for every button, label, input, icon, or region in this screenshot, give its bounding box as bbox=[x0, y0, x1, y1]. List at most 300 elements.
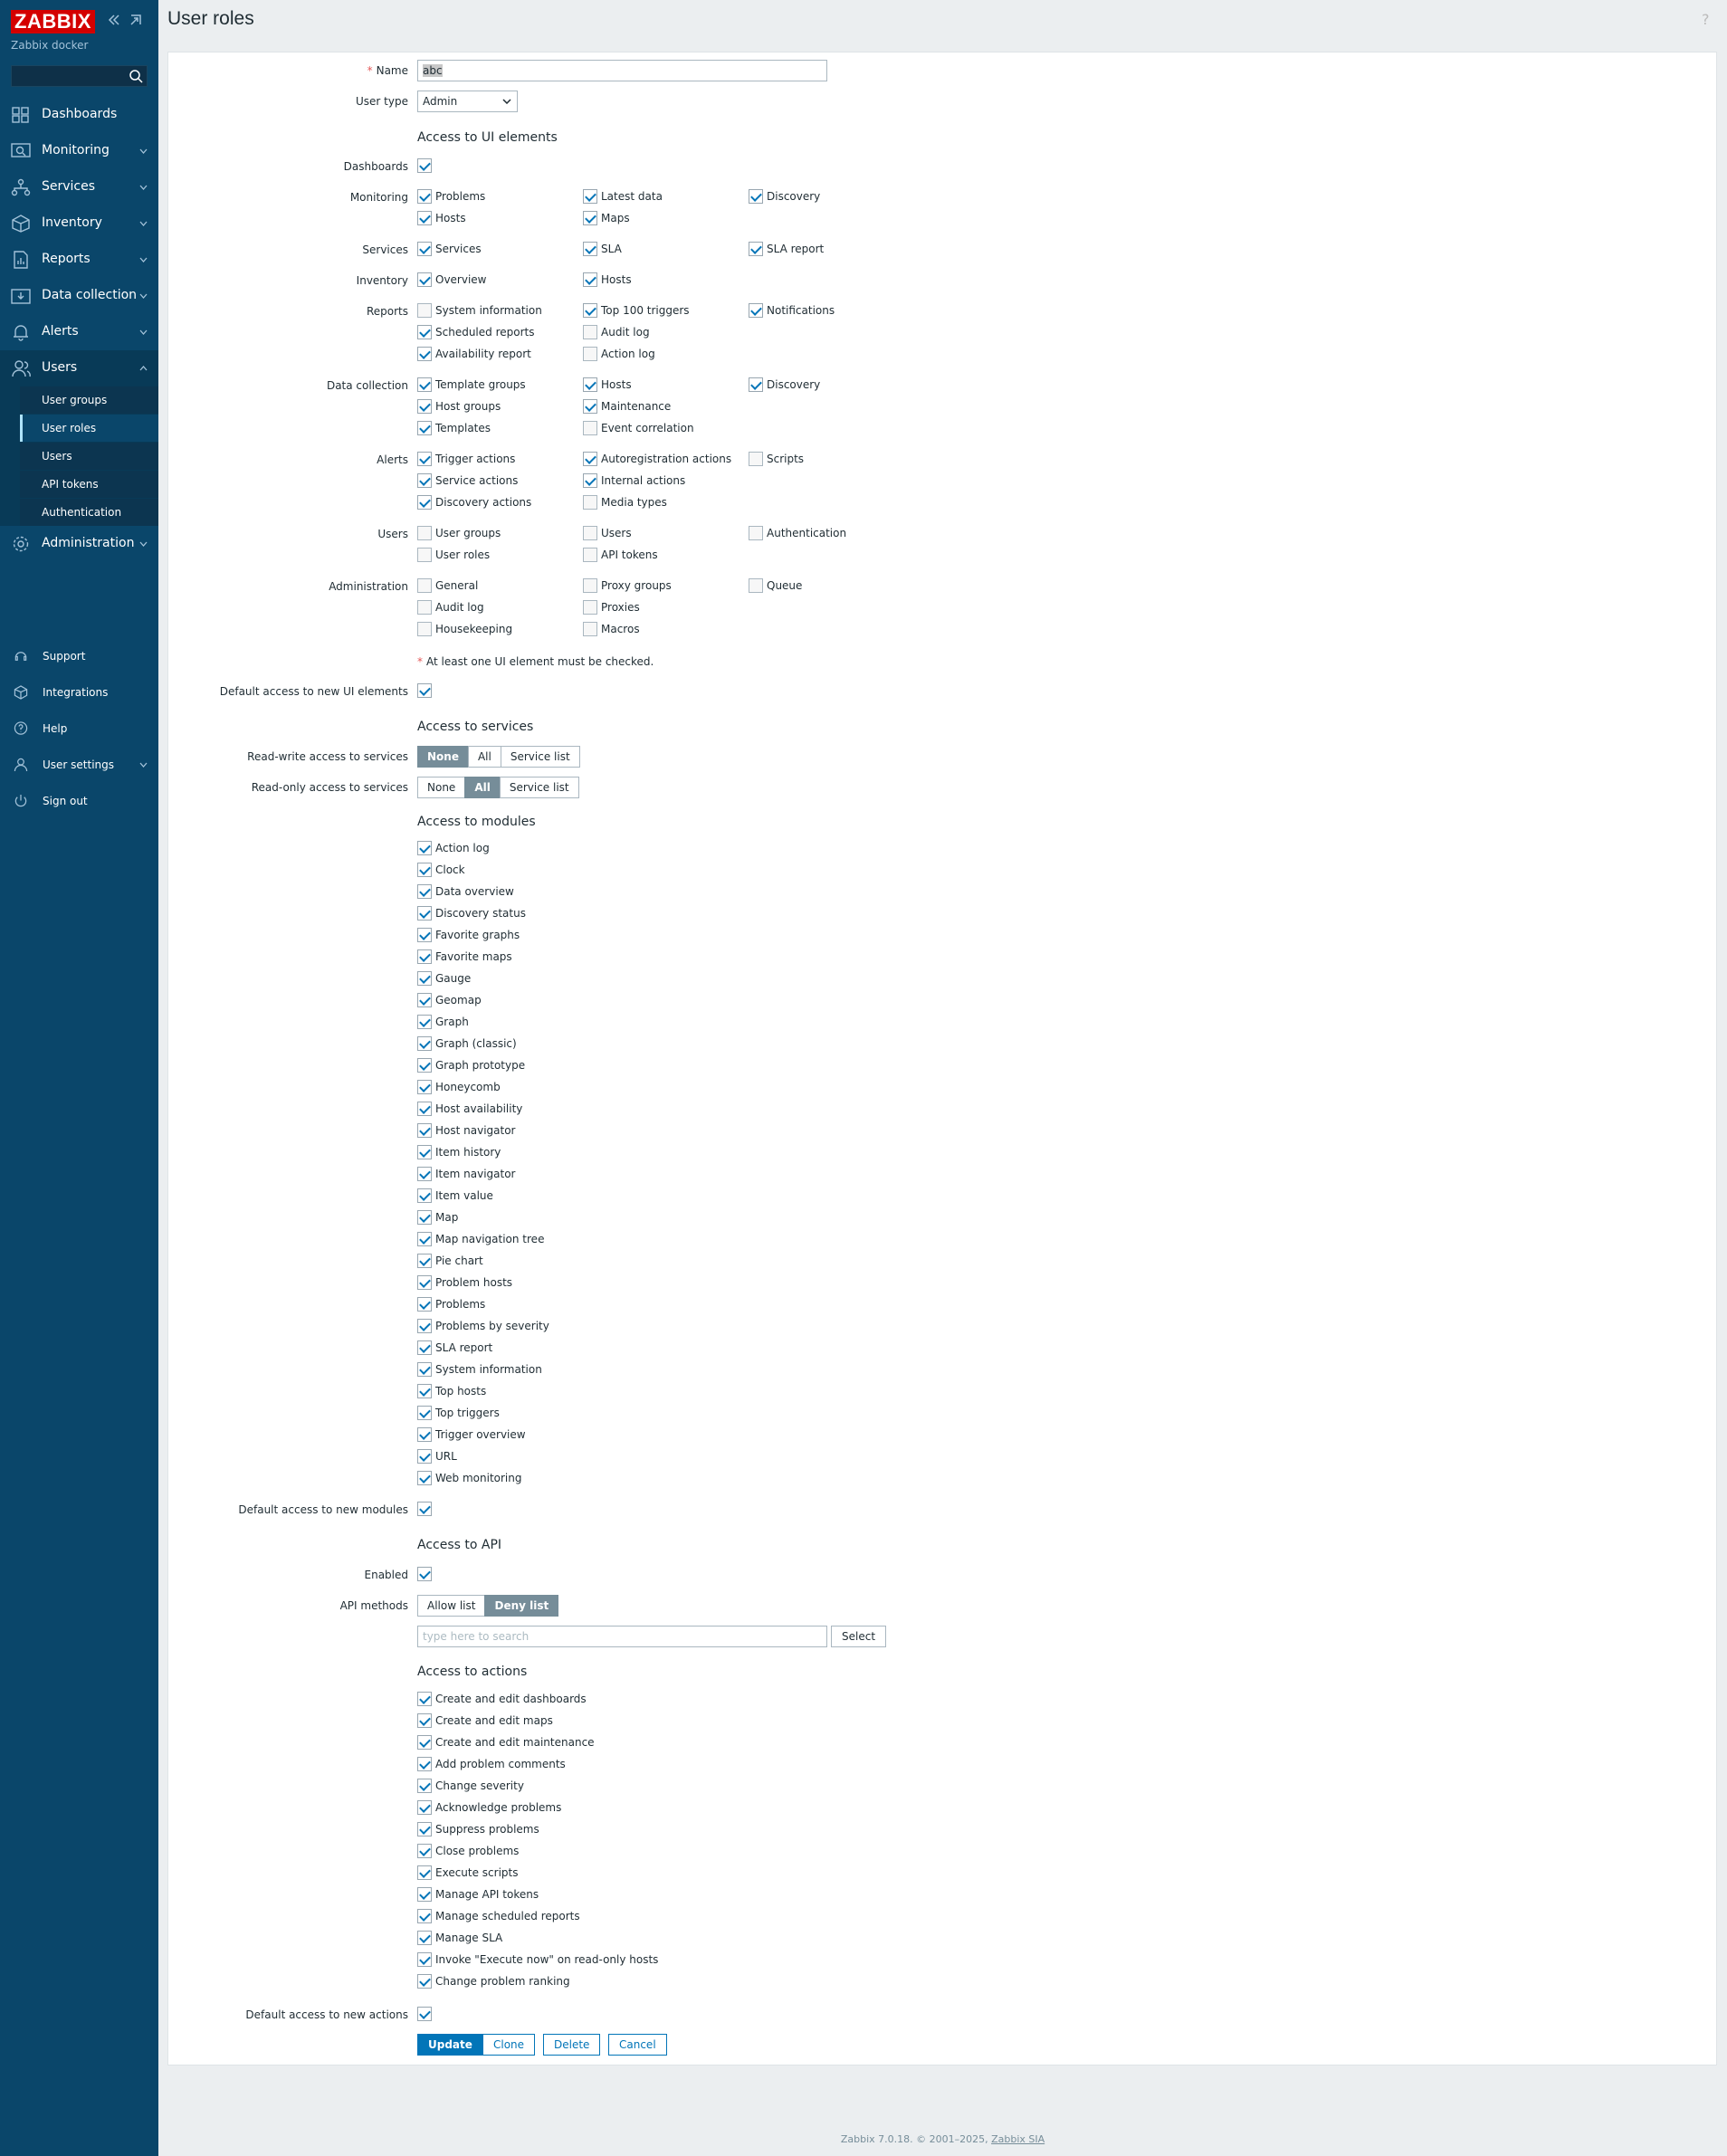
seg-option-all[interactable]: All bbox=[464, 777, 501, 798]
action-cb-change-problem-ranking-label: Change problem ranking bbox=[435, 1975, 570, 1988]
action-cb-add-problem-comments-box[interactable] bbox=[417, 1757, 432, 1771]
module-cb-host-navigator-label: Host navigator bbox=[435, 1124, 516, 1137]
ui-cb-administration-housekeeping[interactable] bbox=[417, 622, 512, 636]
ui-cb-services-sla-box[interactable] bbox=[583, 242, 597, 256]
module-cb-favorite-maps-box[interactable] bbox=[417, 949, 432, 964]
action-cb-change-problem-ranking[interactable] bbox=[417, 1974, 570, 1989]
nav-item-services[interactable] bbox=[0, 169, 158, 205]
module-cb-trigger-overview-label: Trigger overview bbox=[435, 1428, 526, 1441]
ui-cb-services-sla[interactable] bbox=[583, 242, 622, 256]
module-cb-web-monitoring[interactable] bbox=[417, 1471, 521, 1485]
cancel-button[interactable]: Cancel bbox=[608, 2034, 667, 2056]
module-cb-host-availability[interactable] bbox=[417, 1102, 522, 1116]
module-cb-system-information-box[interactable] bbox=[417, 1362, 432, 1377]
section-ui-elements: Access to UI elements bbox=[417, 130, 558, 145]
module-cb-sla-report[interactable] bbox=[417, 1340, 492, 1355]
ui-cb-inventory-overview-box[interactable] bbox=[417, 272, 432, 287]
module-cb-graph-prototype-box[interactable] bbox=[417, 1058, 432, 1073]
action-cb-execute-scripts-box[interactable] bbox=[417, 1865, 432, 1880]
default-ui-checkbox-box[interactable] bbox=[417, 683, 432, 698]
module-cb-top-triggers[interactable] bbox=[417, 1406, 500, 1420]
action-cb-close-problems[interactable] bbox=[417, 1844, 519, 1858]
ui-cb-data-collection-discovery[interactable] bbox=[749, 377, 820, 392]
support-icon bbox=[13, 649, 29, 663]
module-cb-url-box[interactable] bbox=[417, 1449, 432, 1464]
chevron-down-icon bbox=[139, 329, 148, 336]
seg-option-none[interactable]: None bbox=[417, 746, 469, 768]
ui-cb-administration-proxy-groups-box[interactable] bbox=[583, 578, 597, 593]
module-cb-item-value[interactable] bbox=[417, 1188, 493, 1203]
ui-cb-monitoring-latest-data-box[interactable] bbox=[583, 189, 597, 204]
ui-cb-monitoring-latest-data[interactable] bbox=[583, 189, 663, 204]
ro-services-toggle[interactable] bbox=[417, 777, 579, 798]
nav-label-alerts: Alerts bbox=[42, 324, 79, 339]
ui-group-label-administration-text: Administration bbox=[329, 580, 408, 593]
module-cb-honeycomb[interactable] bbox=[417, 1080, 501, 1094]
monitoring-icon-wrap bbox=[11, 142, 31, 160]
users-submenu bbox=[0, 386, 158, 526]
nav-label-monitoring: Monitoring bbox=[42, 143, 110, 157]
module-cb-honeycomb-box[interactable] bbox=[417, 1080, 432, 1094]
ui-cb-alerts-autoregistration-actions-box[interactable] bbox=[583, 452, 597, 466]
module-cb-discovery-status-box[interactable] bbox=[417, 906, 432, 921]
ui-cb-monitoring-problems[interactable] bbox=[417, 189, 485, 204]
module-cb-system-information[interactable] bbox=[417, 1362, 542, 1377]
default-modules-label bbox=[168, 1503, 408, 1516]
ui-cb-reports-audit-log-box[interactable] bbox=[583, 325, 597, 339]
ui-cb-users-users[interactable] bbox=[583, 526, 632, 540]
ui-cb-users-user-roles[interactable] bbox=[417, 548, 490, 562]
name-label bbox=[168, 64, 408, 77]
action-cb-execute-scripts[interactable] bbox=[417, 1865, 519, 1880]
ui-group-label-administration bbox=[168, 580, 408, 593]
chevron-down-icon bbox=[139, 148, 148, 155]
ui-cb-administration-housekeeping-box[interactable] bbox=[417, 622, 432, 636]
action-cb-manage-sla[interactable] bbox=[417, 1931, 502, 1945]
api-enabled-checkbox-box[interactable] bbox=[417, 1567, 432, 1581]
reports-icon-wrap bbox=[11, 251, 31, 269]
nav-label-dashboards: Dashboards bbox=[42, 107, 118, 121]
module-cb-host-navigator[interactable] bbox=[417, 1123, 515, 1138]
module-cb-web-monitoring-label: Web monitoring bbox=[435, 1472, 522, 1484]
nav-item-monitoring[interactable] bbox=[0, 133, 158, 169]
ui-cb-data-collection-template-groups-box[interactable] bbox=[417, 377, 432, 392]
ui-cb-users-users-box[interactable] bbox=[583, 526, 597, 540]
ui-cb-reports-availability-report-label: Availability report bbox=[435, 348, 531, 360]
action-cb-change-severity[interactable] bbox=[417, 1779, 524, 1793]
default-actions-checkbox[interactable] bbox=[417, 2007, 435, 2021]
ui-cb-services-services[interactable] bbox=[417, 242, 482, 256]
action-cb-manage-scheduled-reports[interactable] bbox=[417, 1909, 580, 1923]
ui-cb-monitoring-hosts[interactable] bbox=[417, 211, 466, 225]
action-cb-manage-api-tokens-box[interactable] bbox=[417, 1887, 432, 1902]
footer-link[interactable]: Zabbix SIA bbox=[991, 2133, 1045, 2145]
module-cb-graph[interactable] bbox=[417, 1015, 469, 1029]
update-button[interactable]: Update bbox=[417, 2034, 483, 2056]
instance-name: Zabbix docker bbox=[11, 39, 89, 52]
alerts-icon-wrap bbox=[11, 323, 31, 341]
ui-cb-services-sla-report-box[interactable] bbox=[749, 242, 763, 256]
ui-cb-users-user-groups-box[interactable] bbox=[417, 526, 432, 540]
module-cb-top-triggers-box[interactable] bbox=[417, 1406, 432, 1420]
ui-cb-monitoring-discovery-label: Discovery bbox=[767, 190, 821, 203]
ui-cb-administration-queue-box[interactable] bbox=[749, 578, 763, 593]
module-cb-pie-chart-box[interactable] bbox=[417, 1254, 432, 1268]
module-cb-graph-prototype[interactable] bbox=[417, 1058, 525, 1073]
ui-cb-reports-notifications[interactable] bbox=[749, 303, 835, 318]
module-cb-gauge-label: Gauge bbox=[435, 972, 472, 985]
module-cb-action-log[interactable] bbox=[417, 841, 490, 855]
seg-option-service-list[interactable]: Service list bbox=[501, 746, 580, 768]
ui-cb-data-collection-hosts[interactable] bbox=[583, 377, 632, 392]
ui-cb-users-api-tokens-label: API tokens bbox=[601, 549, 658, 561]
default-modules-checkbox[interactable] bbox=[417, 1502, 435, 1516]
ui-cb-alerts-trigger-actions[interactable] bbox=[417, 452, 515, 466]
module-cb-map-navigation-tree-label: Map navigation tree bbox=[435, 1233, 545, 1245]
ui-group-label-services bbox=[168, 243, 408, 256]
default-ui-label bbox=[168, 685, 408, 698]
ui-cb-services-services-label: Services bbox=[435, 243, 482, 255]
ui-cb-data-collection-maintenance-box[interactable] bbox=[583, 399, 597, 414]
nav-item-dashboards[interactable] bbox=[0, 97, 158, 133]
reports-icon bbox=[11, 251, 31, 269]
ui-cb-data-collection-event-correlation-box[interactable] bbox=[583, 421, 597, 435]
seg-option-service-list[interactable]: Service list bbox=[500, 777, 579, 798]
module-cb-item-navigator-box[interactable] bbox=[417, 1167, 432, 1181]
name-input[interactable] bbox=[417, 60, 827, 81]
module-cb-problems[interactable] bbox=[417, 1297, 485, 1312]
submenu-item-user-groups[interactable]: User groups bbox=[20, 386, 158, 414]
ui-cb-reports-action-log-box[interactable] bbox=[583, 347, 597, 361]
ui-cb-users-user-groups[interactable] bbox=[417, 526, 501, 540]
module-cb-geomap-box[interactable] bbox=[417, 993, 432, 1007]
ui-cb-reports-notifications-box[interactable] bbox=[749, 303, 763, 318]
ui-cb-alerts-service-actions-box[interactable] bbox=[417, 473, 432, 488]
action-cb-execute-scripts-label: Execute scripts bbox=[435, 1866, 519, 1879]
action-cb-add-problem-comments-label: Add problem comments bbox=[435, 1758, 566, 1770]
rw-services-toggle[interactable] bbox=[417, 746, 580, 768]
ui-cb-data-collection-templates-box[interactable] bbox=[417, 421, 432, 435]
ui-group-label-dashboards-text: Dashboards bbox=[343, 160, 408, 173]
module-cb-map[interactable] bbox=[417, 1210, 458, 1225]
ui-cb-alerts-scripts[interactable] bbox=[749, 452, 804, 466]
ui-cb-monitoring-maps[interactable] bbox=[583, 211, 630, 225]
module-cb-pie-chart[interactable] bbox=[417, 1254, 483, 1268]
default-actions-checkbox-box[interactable] bbox=[417, 2007, 432, 2021]
chevron-down-icon bbox=[502, 99, 511, 104]
ui-cb-monitoring-hosts-box[interactable] bbox=[417, 211, 432, 225]
ui-cb-data-collection-event-correlation-label: Event correlation bbox=[601, 422, 694, 434]
ui-cb-monitoring-problems-box[interactable] bbox=[417, 189, 432, 204]
module-cb-host-navigator-box[interactable] bbox=[417, 1123, 432, 1138]
action-cb-change-problem-ranking-box[interactable] bbox=[417, 1974, 432, 1989]
search-icon[interactable] bbox=[129, 69, 143, 83]
action-cb-change-severity-label: Change severity bbox=[435, 1779, 524, 1792]
action-cb-invoke-execute-now-on-read-only-hosts[interactable] bbox=[417, 1952, 658, 1967]
action-cb-manage-scheduled-reports-box[interactable] bbox=[417, 1909, 432, 1923]
default-ui-label-text: Default access to new UI elements bbox=[219, 685, 408, 698]
nav-item-inventory[interactable] bbox=[0, 205, 158, 242]
module-cb-top-hosts-label: Top hosts bbox=[435, 1385, 487, 1398]
ui-cb-alerts-autoregistration-actions[interactable] bbox=[583, 452, 731, 466]
ui-cb-administration-proxy-groups-label: Proxy groups bbox=[601, 579, 672, 592]
ui-note bbox=[417, 655, 654, 668]
monitoring-icon bbox=[11, 142, 31, 160]
module-cb-map-box[interactable] bbox=[417, 1210, 432, 1225]
ui-cb-services-sla-report[interactable] bbox=[749, 242, 824, 256]
ui-cb-data-collection-host-groups-box[interactable] bbox=[417, 399, 432, 414]
ui-cb-services-services-box[interactable] bbox=[417, 242, 432, 256]
ui-cb-reports-system-information-box[interactable] bbox=[417, 303, 432, 318]
default-actions-label-text: Default access to new actions bbox=[245, 2008, 408, 2021]
module-cb-geomap[interactable] bbox=[417, 993, 482, 1007]
ui-cb-alerts-service-actions[interactable] bbox=[417, 473, 518, 488]
bottom-item-integrations[interactable] bbox=[0, 674, 158, 711]
ui-cb-inventory-hosts-label: Hosts bbox=[601, 273, 632, 286]
api-search-input[interactable] bbox=[417, 1626, 827, 1647]
module-cb-clock-box[interactable] bbox=[417, 863, 432, 877]
module-cb-map-navigation-tree[interactable] bbox=[417, 1232, 544, 1246]
module-cb-item-navigator[interactable] bbox=[417, 1167, 515, 1181]
action-cb-add-problem-comments[interactable] bbox=[417, 1757, 566, 1771]
module-cb-favorite-graphs-box[interactable] bbox=[417, 928, 432, 942]
ui-cb-alerts-media-types[interactable] bbox=[583, 495, 667, 510]
ui-cb-alerts-internal-actions[interactable] bbox=[583, 473, 685, 488]
action-cb-suppress-problems-box[interactable] bbox=[417, 1822, 432, 1836]
ui-cb-administration-audit-log-box[interactable] bbox=[417, 600, 432, 615]
api-methods-label-text: API methods bbox=[339, 1599, 408, 1612]
module-cb-discovery-status-label: Discovery status bbox=[435, 907, 526, 920]
action-cb-create-and-edit-maps[interactable] bbox=[417, 1713, 553, 1728]
ui-cb-inventory-hosts[interactable] bbox=[583, 272, 632, 287]
ui-cb-reports-availability-report-box[interactable] bbox=[417, 347, 432, 361]
footer bbox=[158, 2133, 1727, 2145]
ui-cb-reports-scheduled-reports[interactable] bbox=[417, 325, 534, 339]
ui-cb-administration-macros[interactable] bbox=[583, 622, 640, 636]
module-cb-graph-classic-box[interactable] bbox=[417, 1036, 432, 1051]
module-cb-graph-classic-label: Graph (classic) bbox=[435, 1037, 517, 1050]
bottom-item-user-settings[interactable] bbox=[0, 747, 158, 783]
ui-cb-alerts-internal-actions-box[interactable] bbox=[583, 473, 597, 488]
module-cb-problem-hosts-box[interactable] bbox=[417, 1275, 432, 1290]
ui-cb-data-collection-hosts-box[interactable] bbox=[583, 377, 597, 392]
module-cb-gauge-box[interactable] bbox=[417, 971, 432, 986]
action-cb-close-problems-box[interactable] bbox=[417, 1844, 432, 1858]
action-cb-acknowledge-problems-box[interactable] bbox=[417, 1800, 432, 1815]
rw-services-label bbox=[168, 750, 408, 763]
ui-cb-administration-general[interactable] bbox=[417, 578, 478, 593]
ui-cb-alerts-media-types-box[interactable] bbox=[583, 495, 597, 510]
ui-cb-administration-proxies[interactable] bbox=[583, 600, 640, 615]
ui-cb-alerts-trigger-actions-box[interactable] bbox=[417, 452, 432, 466]
delete-button[interactable]: Delete bbox=[543, 2034, 600, 2056]
ui-cb-alerts-discovery-actions[interactable] bbox=[417, 495, 531, 510]
ui-cb-data-collection-template-groups[interactable] bbox=[417, 377, 526, 392]
ui-cb-reports-audit-log[interactable] bbox=[583, 325, 650, 339]
sidebar-search-input[interactable] bbox=[11, 65, 148, 87]
chevron-down-icon bbox=[139, 184, 148, 191]
ui-cb-monitoring-discovery[interactable] bbox=[749, 189, 820, 204]
module-cb-problems-by-severity-label: Problems by severity bbox=[435, 1320, 549, 1332]
ui-cb-data-collection-discovery-box[interactable] bbox=[749, 377, 763, 392]
nav-item-administration[interactable] bbox=[0, 526, 158, 562]
submenu-item-users[interactable]: Users bbox=[20, 443, 158, 470]
bottom-item-sign-out[interactable] bbox=[0, 783, 158, 819]
module-cb-favorite-graphs[interactable] bbox=[417, 928, 520, 942]
submenu-item-api-tokens[interactable]: API tokens bbox=[20, 471, 158, 498]
help-icon[interactable]: ? bbox=[1702, 11, 1710, 28]
ui-cb-reports-scheduled-reports-label: Scheduled reports bbox=[435, 326, 535, 339]
ui-cb-alerts-discovery-actions-box[interactable] bbox=[417, 495, 432, 510]
ui-group-label-monitoring bbox=[168, 191, 408, 204]
default-modules-checkbox-box[interactable] bbox=[417, 1502, 432, 1516]
nav-item-users[interactable] bbox=[0, 350, 158, 386]
action-cb-change-severity-box[interactable] bbox=[417, 1779, 432, 1793]
ui-cb-administration-queue-label: Queue bbox=[767, 579, 803, 592]
bottom-item-help[interactable] bbox=[0, 711, 158, 747]
ui-cb-reports-top-100-triggers-box[interactable] bbox=[583, 303, 597, 318]
ui-cb-inventory-overview[interactable] bbox=[417, 272, 487, 287]
nav-label-users: Users bbox=[42, 360, 78, 375]
module-cb-favorite-maps-label: Favorite maps bbox=[435, 950, 512, 963]
ui-cb-data-collection-templates[interactable] bbox=[417, 421, 491, 435]
inventory-icon bbox=[11, 215, 31, 233]
nav-item-alerts[interactable] bbox=[0, 314, 158, 350]
ui-cb-reports-scheduled-reports-box[interactable] bbox=[417, 325, 432, 339]
bottom-label-help: Help bbox=[43, 722, 68, 735]
ui-cb-users-authentication-box[interactable] bbox=[749, 526, 763, 540]
user-type-label bbox=[168, 95, 408, 108]
action-cb-create-and-edit-maps-label: Create and edit maps bbox=[435, 1714, 553, 1727]
integrations-icon bbox=[13, 685, 29, 700]
submenu-item-authentication[interactable]: Authentication bbox=[20, 499, 158, 526]
action-cb-suppress-problems[interactable] bbox=[417, 1822, 539, 1836]
ui-cb-alerts-scripts-box[interactable] bbox=[749, 452, 763, 466]
module-cb-problems-by-severity[interactable] bbox=[417, 1319, 549, 1333]
ui-cb-administration-general-box[interactable] bbox=[417, 578, 432, 593]
ui-cb-users-user-roles-box[interactable] bbox=[417, 548, 432, 562]
module-cb-host-availability-box[interactable] bbox=[417, 1102, 432, 1116]
bottom-item-support[interactable] bbox=[0, 638, 158, 674]
action-cb-manage-api-tokens[interactable] bbox=[417, 1887, 539, 1902]
module-cb-trigger-overview-box[interactable] bbox=[417, 1427, 432, 1442]
ro-services-label-text: Read-only access to services bbox=[251, 781, 408, 794]
ui-cb-data-collection-event-correlation[interactable] bbox=[583, 421, 694, 435]
module-cb-item-history-box[interactable] bbox=[417, 1145, 432, 1159]
module-cb-trigger-overview[interactable] bbox=[417, 1427, 526, 1442]
api-option-deny-list[interactable]: Deny list bbox=[484, 1595, 558, 1617]
module-cb-top-triggers-label: Top triggers bbox=[435, 1407, 500, 1419]
ui-cb-reports-action-log[interactable] bbox=[583, 347, 655, 361]
module-cb-data-overview[interactable] bbox=[417, 884, 514, 899]
seg-option-none[interactable]: None bbox=[417, 777, 465, 798]
ui-cb-dashboards-box[interactable] bbox=[417, 158, 432, 173]
module-cb-gauge[interactable] bbox=[417, 971, 471, 986]
module-cb-url[interactable] bbox=[417, 1449, 457, 1464]
ui-cb-administration-proxy-groups[interactable] bbox=[583, 578, 672, 593]
module-cb-graph-classic[interactable] bbox=[417, 1036, 517, 1051]
module-cb-top-hosts-box[interactable] bbox=[417, 1384, 432, 1398]
ui-cb-reports-system-information[interactable] bbox=[417, 303, 542, 318]
ui-cb-data-collection-maintenance[interactable] bbox=[583, 399, 671, 414]
ui-cb-administration-queue[interactable] bbox=[749, 578, 802, 593]
clone-button[interactable]: Clone bbox=[482, 2034, 535, 2056]
api-methods-toggle[interactable] bbox=[417, 1595, 558, 1617]
ui-cb-administration-proxies-box[interactable] bbox=[583, 600, 597, 615]
ui-cb-administration-audit-log[interactable] bbox=[417, 600, 484, 615]
module-cb-top-hosts[interactable] bbox=[417, 1384, 486, 1398]
module-cb-clock[interactable] bbox=[417, 863, 465, 877]
ui-cb-users-api-tokens-box[interactable] bbox=[583, 548, 597, 562]
module-cb-problems-box[interactable] bbox=[417, 1297, 432, 1312]
user-type-select[interactable] bbox=[417, 91, 518, 112]
nav-item-data-collection[interactable] bbox=[0, 278, 158, 314]
api-select-button[interactable]: Select bbox=[831, 1626, 886, 1647]
api-enabled-label bbox=[168, 1569, 408, 1581]
action-cb-create-and-edit-maintenance-box[interactable] bbox=[417, 1735, 432, 1750]
module-cb-discovery-status[interactable] bbox=[417, 906, 526, 921]
action-cb-create-and-edit-maps-box[interactable] bbox=[417, 1713, 432, 1728]
nav-item-reports[interactable] bbox=[0, 242, 158, 278]
users-icon-wrap bbox=[11, 359, 31, 377]
ui-cb-administration-macros-box[interactable] bbox=[583, 622, 597, 636]
module-cb-item-value-box[interactable] bbox=[417, 1188, 432, 1203]
module-cb-data-overview-box[interactable] bbox=[417, 884, 432, 899]
default-actions-label bbox=[168, 2008, 408, 2021]
ui-cb-monitoring-discovery-box[interactable] bbox=[749, 189, 763, 204]
ui-cb-reports-availability-report[interactable] bbox=[417, 347, 531, 361]
action-cb-acknowledge-problems[interactable] bbox=[417, 1800, 561, 1815]
module-cb-problems-by-severity-box[interactable] bbox=[417, 1319, 432, 1333]
ro-services-label bbox=[168, 781, 408, 794]
module-cb-item-history[interactable] bbox=[417, 1145, 501, 1159]
api-option-allow-list[interactable]: Allow list bbox=[417, 1595, 485, 1617]
ui-cb-users-api-tokens[interactable] bbox=[583, 548, 658, 562]
action-cb-manage-sla-label: Manage SLA bbox=[435, 1932, 503, 1944]
seg-option-all[interactable]: All bbox=[468, 746, 501, 768]
ui-cb-reports-top-100-triggers[interactable] bbox=[583, 303, 690, 318]
module-cb-pie-chart-label: Pie chart bbox=[435, 1254, 483, 1267]
ui-cb-data-collection-host-groups[interactable] bbox=[417, 399, 501, 414]
action-cb-invoke-execute-now-on-read-only-hosts-box[interactable] bbox=[417, 1952, 432, 1967]
action-cb-create-and-edit-dashboards-box[interactable] bbox=[417, 1692, 432, 1706]
collapse-sidebar-icon[interactable] bbox=[107, 13, 121, 27]
kiosk-mode-icon[interactable] bbox=[129, 13, 143, 27]
api-enabled-checkbox[interactable] bbox=[417, 1567, 435, 1581]
submenu-item-user-roles[interactable]: User roles bbox=[20, 415, 158, 442]
module-cb-action-log-box[interactable] bbox=[417, 841, 432, 855]
module-cb-map-navigation-tree-box[interactable] bbox=[417, 1232, 432, 1246]
ui-group-label-dashboards bbox=[168, 160, 408, 173]
zabbix-logo[interactable]: ZABBIX bbox=[11, 10, 95, 33]
action-cb-create-and-edit-dashboards[interactable] bbox=[417, 1692, 587, 1706]
module-cb-graph-box[interactable] bbox=[417, 1015, 432, 1029]
ui-cb-monitoring-maps-box[interactable] bbox=[583, 211, 597, 225]
action-cb-manage-sla-box[interactable] bbox=[417, 1931, 432, 1945]
module-cb-problem-hosts[interactable] bbox=[417, 1275, 512, 1290]
ui-cb-inventory-hosts-box[interactable] bbox=[583, 272, 597, 287]
module-cb-web-monitoring-box[interactable] bbox=[417, 1471, 432, 1485]
module-cb-sla-report-box[interactable] bbox=[417, 1340, 432, 1355]
default-ui-checkbox[interactable] bbox=[417, 683, 435, 698]
ui-cb-alerts-discovery-actions-label: Discovery actions bbox=[435, 496, 532, 509]
action-cb-create-and-edit-maintenance[interactable] bbox=[417, 1735, 595, 1750]
required-asterisk: * bbox=[417, 655, 423, 668]
ui-cb-users-authentication[interactable] bbox=[749, 526, 846, 540]
module-cb-favorite-maps[interactable] bbox=[417, 949, 512, 964]
ui-cb-monitoring-maps-label: Maps bbox=[601, 212, 630, 224]
ui-cb-dashboards[interactable] bbox=[417, 158, 435, 173]
